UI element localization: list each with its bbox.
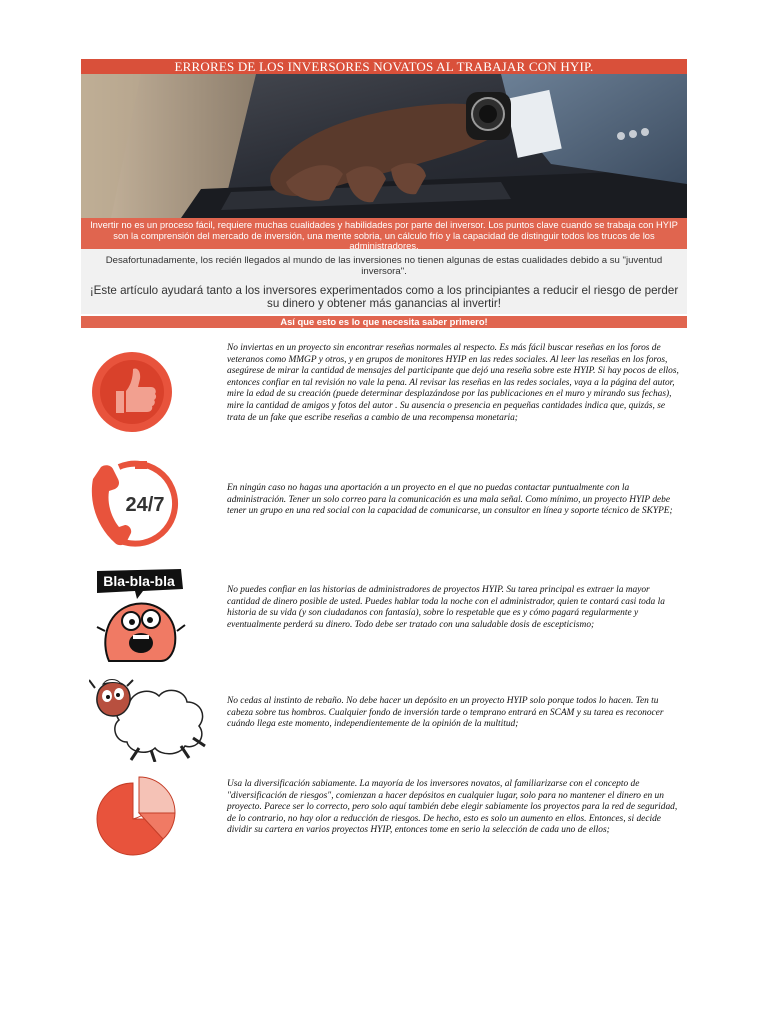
hero-image (81, 74, 687, 218)
icon-label-blabla: Bla-bla-bla (103, 573, 175, 589)
intro-paragraph: Invertir no es un proceso fácil, requiere muchas cualidades y habilidades por parte del inversor. Los puntos clave cuando se trabaja con HYIP son la comprensión del mercado de inversión, una mente sobria, un cálculo frío y la capacidad de distinguir todos los trucos de los administradores. (81, 218, 687, 249)
paragraph-1: Desafortunadamente, los recién llegados al mundo de las inversiones no tienen algunas de estas cualidades debido a su "juventud inversora". (105, 255, 663, 277)
list-item (81, 775, 687, 865)
list-item (81, 676, 687, 776)
list-item-text: No puedes confiar en las historias de administradores de proyectos HYIP. Su tarea principal es extraer la mayor cantidad de dinero posible de usted. Puedes hablar toda la noche con el administrador, quien te contará casi toda la historia de su vida (y son ciudadanos con fantasía), sobre lo respetable que es y cómo pagará regularmente y eventualmente perderá su dinero. Todo debe ser tratado con una saludable dosis de escepticismo; (227, 585, 665, 630)
list-item (81, 339, 687, 449)
document (81, 59, 687, 328)
document-title: ERRORES DE LOS INVERSORES NOVATOS AL TRABAJAR CON HYIP. (81, 59, 687, 74)
paragraph-2: ¡Este artículo ayudará tanto a los inversores experimentados como a los principiantes a reducir el riesgo de perder su dinero y obtener más ganancias al invertir! (89, 284, 679, 310)
list-item (81, 457, 687, 557)
list-item-text: No cedas al instinto de rebaño. No debe hacer un depósito en un proyecto HYIP solo porque todos lo hacen. Ten tu cabeza sobre tus hombros. Cualquier fondo de inversión tarde o temprano entrará en SCAM y su tarea es reconocer cuándo llega este momento, independientemente de la opinión de la multitud; (227, 696, 664, 730)
thumbs-up-icon (91, 351, 173, 433)
list-item-text: En ningún caso no hagas una aportación a un proyecto en el que no puedas contactar puntualmente con la administración. Tener un solo correo para la comunicación es una mala señal. Como mínimo, un proyecto HYIP debe tener un grupo en una red social con la capacidad de comunicarse, un consultor en línea y soporte técnico de SKYPE; (227, 483, 673, 517)
section-subtitle: Así que esto es lo que necesita saber primero! (81, 316, 687, 328)
list-item-text: Usa la diversificación sabiamente. La mayoría de los inversores novatos, al familiarizarse con el concepto de "diversificación de riesgos", comienzan a hacer depósitos en cualquier lugar, solo para no mantener el dinero en un proyecto. Parece ser lo correcto, pero solo aquí también debe elegir sabiamente los proyectos para la red de seguridad, de lo contrario, no hay olor a reducción de riesgos. De hecho, esto es solo un aumento en ellos. Entonces, si decide dividir su cartera en varios proyectos HYIP, entonces tome en serio la selección de cada uno de ellos; (227, 779, 678, 836)
summary-box (81, 249, 687, 314)
laptop-typing-photo (81, 74, 687, 218)
phone-24-7-icon (89, 459, 189, 551)
sheep-icon (89, 676, 211, 762)
list-item (81, 561, 687, 671)
bla-bla-bla-icon (91, 563, 187, 667)
list-item-text: No inviertas en un proyecto sin encontrar reseñas normales al respecto. Es más fácil buscar reseñas en los foros de veteranos como MMGP y otros, y en grupos de monitores HYIP en las redes sociales. Al leer las reseñas en los foros, asegúrese de mirar la cantidad de mensajes del participante que dejó una reseña sobre este HYIP. Si hay pocos de ellos, entonces confiar en tal revisión no vale la pena. Al revisar las reseñas en las redes sociales, vaya a la página del autor, mire la edad de su creación (puede determinar desplazándose por las publicaciones en el muro y mirando sus fechas), mire la cantidad de amigos y fotos del autor . Su ausencia o presencia en pequeñas cantidades indica que, quizás, se trata de un fake que escribe reseñas a cambio de una recompensa monetaria; (227, 343, 679, 423)
pie-chart-icon (89, 775, 181, 859)
icon-label-24-7: 24/7 (125, 494, 165, 516)
